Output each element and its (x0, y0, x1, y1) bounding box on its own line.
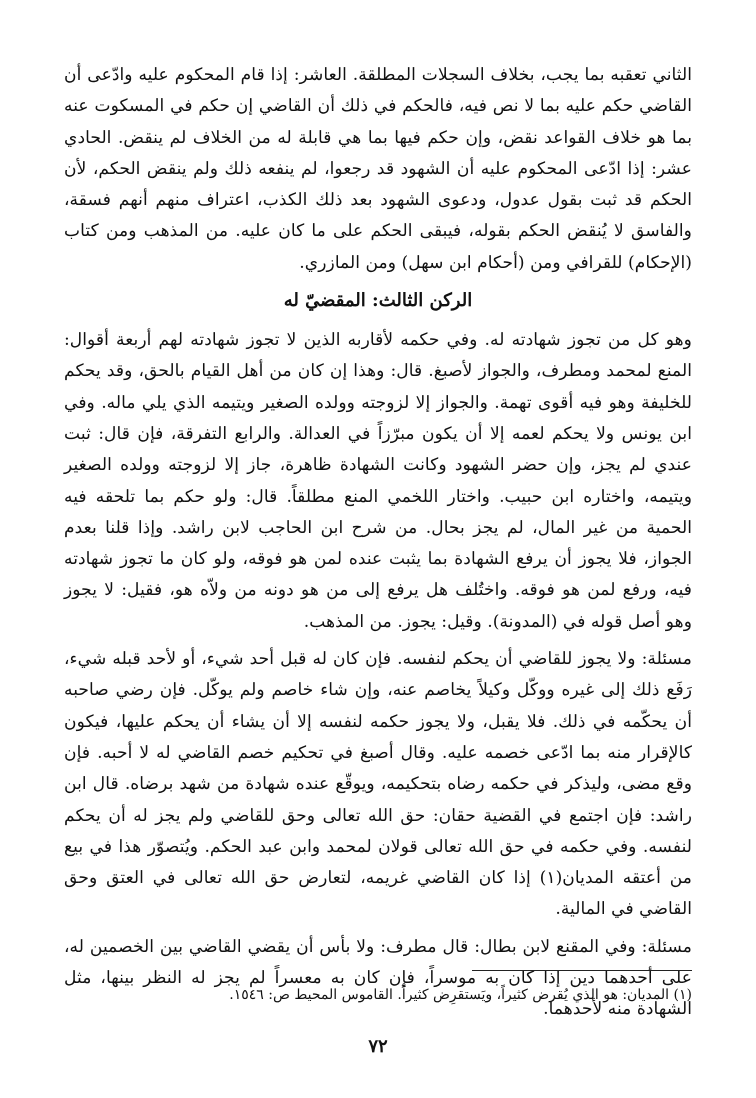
page-number: ٧٢ (368, 1036, 388, 1057)
section-heading: الركن الثالث: المقضيّ له (283, 290, 473, 312)
paragraph: الثاني تعقبه بما يجب، بخلاف السجلات المطلقة. العاشر: إذا قام المحكوم عليه وادّعى أن القاضي حكم عليه بما لا نص فيه، فالحكم في ذلك أن القاضي إن حكم في المسكوت عنه بما هو خلاف القواعد نقض، وإن حكم فيها بما هي قابلة له من الخلاف لم ينقض. الحادي عشر: إذا ادّعى المحكوم عليه أن الشهود قد رجعوا، لم ينفعه ذلك ولم ينقض الحكم، لأن الحكم قد ثبت بقول عدول، ودعوى الشهود بعد ذلك الكذب، اعتراف منهم أنهم فسقة، والفاسق لا يُنقض الحكم بقوله، فيبقى الحكم على ما كان عليه. من المذهب ومن كتاب (الإحكام) للقرافي ومن (أحكام ابن سهل) ومن المازري. (64, 65, 692, 273)
paragraph: مسئلة: وفي المقنع لابن بطال: قال مطرف: ولا بأس أن يقضي القاضي بين الخصمين له، على أحدهما دين إذا كان به موسراً، فإن كان به معسراً لم يجز له النظر بينها، مثل الشهادة منه لأحدهما. (64, 936, 692, 1020)
footnote: (١) المديان: هو الذي يُقرض كثيراً، ويَستقرِض كثيراً. القاموس المحيط ص: ١٥٤٦. (229, 987, 692, 1003)
paragraph: وهو كل من تجوز شهادته له. وفي حكمه لأقاربه الذين لا تجوز شهادته لهم أربعة أقوال: المنع لمحمد ومطرف، والجواز لأصبغ. قال: وهذا إن كان من أهل القيام بالحق، وقد يحكم للخليفة وهو فيه أقوى تهمة. والجواز إلا لزوجته وولده الصغير ويتيمه الذي يلي ماله. وفي ابن يونس ولا يحكم لعمه إلا أن يكون مبرّزاً في العدالة. والرابع التفرقة، فإن قال: ثبت عندي لم يجز، وإن حضر الشهود وكانت الشهادة ظاهرة، جاز إلا لزوجته وولده الصغير ويتيمه، واختاره ابن حبيب. واختار اللخمي المنع مطلقاً. قال: ولو حكم بما تلحقه فيه الحمية من غير المال، لم يجز بحال. من شرح ابن الحاجب لابن راشد. وإذا قلنا بعدم الجواز، فلا يجوز أن يرفع الشهادة بما يثبت عنده لمن هو فوقه، ولو كان ما تجوز شهادته فيه، ورفع لمن هو فوقه. واختُلف هل يرفع إلى من هو دونه من ولاّه هو، فقيل: لا يجوز وهو أصل قوله في (المدونة). وقيل: يجوز. من المذهب. (64, 330, 692, 632)
paragraph: مسئلة: ولا يجوز للقاضي أن يحكم لنفسه. فإن كان له قبل أحد شيء، أو لأحد قبله شيء، رَفَع ذلك إلى غيره ووكّل وكيلاً يخاصم عنه، وإن شاء خاصم ولم يوكّل. فإن رضي صاحبه أن يحكّمه في ذلك. فلا يقبل، ولا يجوز حكمه لنفسه إلا أن يشاء أن يحكم عليها، فيكون كالإقرار منه بما ادّعى خصمه عليه. وقال أصبغ في تحكيم خصم القاضي له لا أحبه. فإن وقع مضى، وليذكر في حكمه رضاه بتحكيمه، ويوقّع عنده شهادة من شهد برضاه. قال ابن راشد: فإن اجتمع في القضية حقان: حق الله تعالى وحق للقاضي ولم يجز له أن يحكم لنفسه. وفي حكمه في حق الله تعالى قولان لمحمد وابن عبد الحكم. ويُتصوّر هذا في بيع من أعتقه المديان(١) إذا كان القاضي غريمه، لتعارض حق الله تعالى في العتق وحق القاضي في المالية. (64, 649, 692, 920)
footnote-divider (472, 970, 692, 971)
